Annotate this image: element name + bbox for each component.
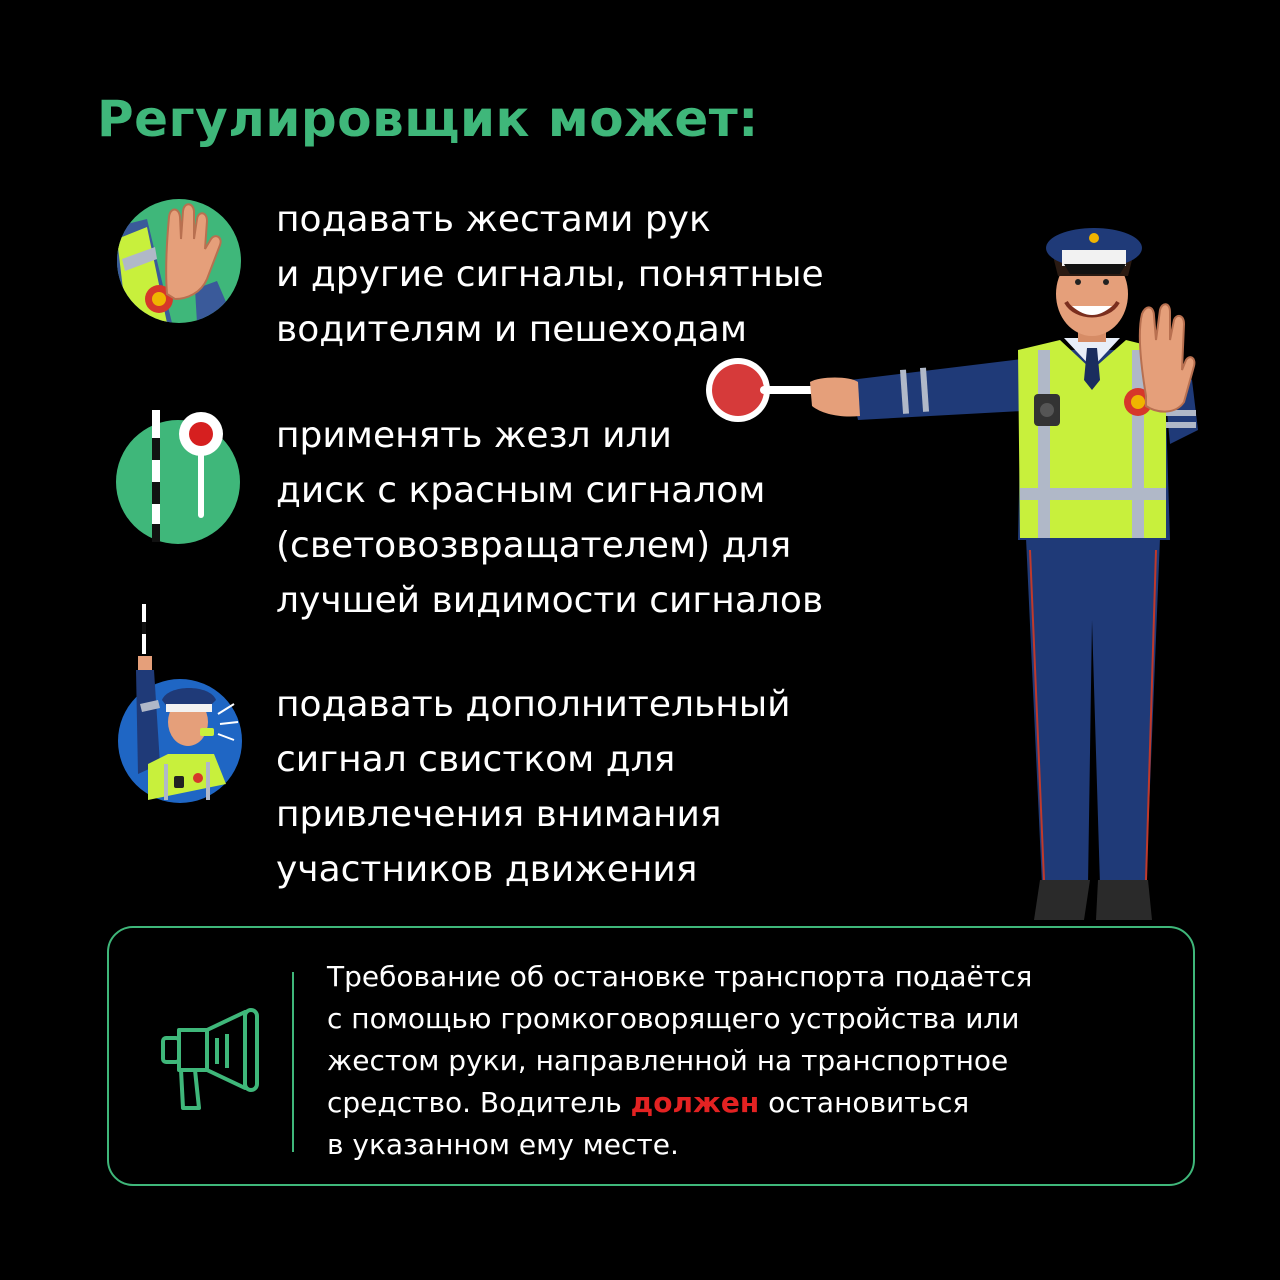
whistle-officer-icon	[118, 604, 244, 804]
item-2-line: лучшей видимости сигналов	[276, 580, 824, 621]
page-title: Регулировщик может:	[97, 90, 759, 148]
info-panel	[107, 926, 1195, 1186]
item-3-line: участников движения	[276, 849, 698, 890]
item-3-line: подавать дополнительный	[276, 684, 791, 725]
item-2-line: (световозвращателем) для	[276, 525, 792, 566]
item-2-line: применять жезл или	[276, 415, 672, 456]
item-1-line: водителям и пешеходам	[276, 309, 747, 350]
item-1-line: подавать жестами рук	[276, 199, 711, 240]
info-divider	[292, 972, 294, 1152]
info-line: Требование об остановке транспорта подаётся	[327, 960, 1033, 993]
item-3-line: сигнал свистком для	[276, 739, 676, 780]
info-line-start: средство. Водитель	[327, 1086, 631, 1119]
info-line: жестом руки, направленной на транспортное	[327, 1044, 1009, 1077]
info-line-end: остановиться	[759, 1086, 970, 1119]
info-line	[327, 1082, 1032, 1124]
baton-and-disc-icon	[116, 408, 246, 544]
item-1-line: и другие сигналы, понятные	[276, 254, 824, 295]
megaphone-icon	[153, 1008, 265, 1118]
info-text	[327, 956, 1032, 1166]
info-accent-word: должен	[630, 1086, 760, 1119]
item-3-line: привлечения внимания	[276, 794, 722, 835]
raised-hand-icon	[117, 199, 241, 323]
info-line: с помощью громкоговорящего устройства или	[327, 1002, 1020, 1035]
item-2-line: диск с красным сигналом	[276, 470, 766, 511]
info-line: в указанном ему месте.	[327, 1128, 679, 1161]
traffic-officer-illustration	[700, 220, 1210, 925]
